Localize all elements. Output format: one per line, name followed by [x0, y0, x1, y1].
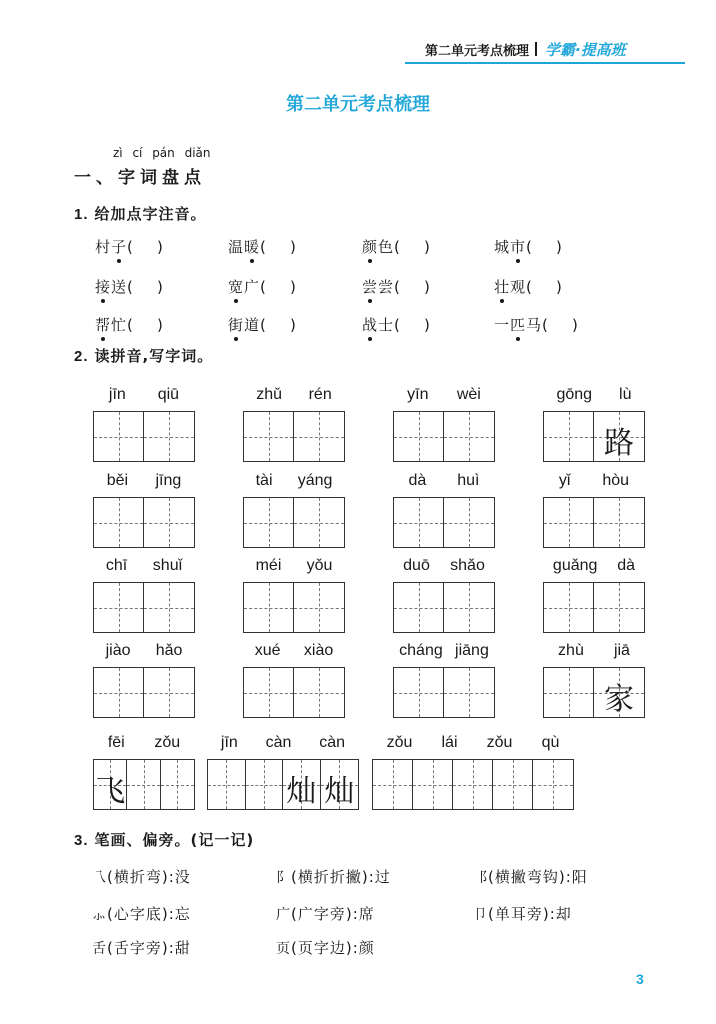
question-number: 2. [74, 348, 89, 365]
grid-cell[interactable] [94, 498, 144, 547]
radical-description: (横折折撇):过 [291, 868, 391, 886]
question-3-title [74, 829, 254, 850]
dotted-char: 接 [95, 278, 112, 296]
pinyin-syllable: tài [255, 472, 273, 489]
pinyin-label [393, 557, 495, 575]
pinyin-syllable: yáng [297, 472, 333, 489]
grid-cell[interactable] [544, 412, 594, 461]
pinyin-syllable: jiā [613, 642, 630, 659]
radical-glyph: 乁 [92, 870, 107, 886]
grid-char: 灿 [324, 774, 355, 809]
item-text: 温 [228, 238, 245, 256]
pinyin-label [243, 642, 345, 660]
pinyin-syllable: càn [319, 734, 346, 751]
radical-glyph: 卩 [473, 907, 488, 923]
writing-grid [243, 667, 345, 718]
answer-blank[interactable]: 忙( ) [111, 316, 164, 334]
grid-cell[interactable] [394, 583, 444, 632]
grid-cell[interactable] [208, 760, 246, 809]
grid-cell[interactable] [594, 583, 644, 632]
pinyin-syllable: yǐ [558, 472, 571, 489]
answer-blank[interactable]: 道( ) [244, 316, 297, 334]
writing-grid [393, 667, 495, 718]
stroke-radical-item [276, 866, 391, 887]
answer-blank[interactable]: 观( ) [510, 278, 563, 296]
pinyin-item [494, 236, 563, 257]
grid-cell[interactable] [244, 498, 294, 547]
radical-description: (横折弯):没 [107, 868, 191, 886]
radical-glyph: ⻏ [473, 870, 488, 886]
grid-cell[interactable] [394, 668, 444, 717]
grid-cell[interactable] [594, 668, 644, 717]
pinyin-label [393, 642, 495, 660]
pinyin-label [243, 557, 345, 575]
question-number: 1. [74, 206, 89, 223]
brand-logo-text: 学霸·提高班 [545, 41, 626, 59]
stroke-radical-item [92, 937, 191, 958]
writing-grid [393, 497, 495, 548]
grid-cell[interactable] [144, 668, 194, 717]
pinyin-item [362, 276, 431, 297]
pinyin-item [95, 276, 164, 297]
grid-cell[interactable] [453, 760, 493, 809]
writing-grid [93, 759, 195, 810]
pinyin-syllable: qù [541, 734, 560, 751]
dotted-char: 帮 [95, 316, 112, 334]
item-text: 一 [494, 316, 511, 334]
pinyin-label [93, 472, 195, 490]
section-pinyin: zì cí pán diǎn [113, 146, 211, 160]
answer-blank[interactable]: 送( ) [111, 278, 164, 296]
pinyin-label [372, 734, 574, 752]
stroke-radical-item [276, 937, 375, 958]
dotted-char: 战 [362, 316, 379, 334]
radical-glyph: ⺗ [92, 907, 107, 923]
pinyin-syllable: jīn [220, 734, 238, 751]
radical-glyph: 广 [276, 907, 291, 923]
grid-cell[interactable] [244, 668, 294, 717]
answer-blank[interactable]: ( ) [260, 238, 297, 256]
writing-grid [393, 582, 495, 633]
pinyin-syllable: jīng [155, 472, 182, 489]
dotted-char: 暖 [244, 238, 261, 256]
grid-cell[interactable] [594, 498, 644, 547]
pinyin-item [362, 314, 431, 335]
pinyin-syllable: zǒu [154, 734, 181, 751]
grid-cell[interactable] [144, 583, 194, 632]
pinyin-syllable: cháng [399, 642, 443, 659]
writing-grid [243, 497, 345, 548]
item-text: 村 [95, 238, 112, 256]
pinyin-label [207, 734, 359, 752]
radical-description: (单耳旁):却 [488, 905, 572, 923]
pinyin-syllable: dà [408, 472, 427, 489]
dotted-char: 尝 [362, 278, 379, 296]
pinyin-label [543, 472, 645, 490]
radical-description: (页字边):颜 [291, 939, 375, 957]
dotted-char: 子 [111, 238, 128, 256]
pinyin-item [494, 276, 563, 297]
answer-blank[interactable]: 尝( ) [378, 278, 431, 296]
pinyin-syllable: jiāng [455, 642, 489, 659]
grid-cell[interactable] [394, 412, 444, 461]
pinyin-syllable: wèi [456, 386, 481, 403]
stroke-radical-item [92, 866, 191, 887]
radical-description: (舌字旁):甜 [107, 939, 191, 957]
grid-cell[interactable] [94, 583, 144, 632]
grid-cell[interactable] [244, 583, 294, 632]
radical-description: (横撇弯钩):阳 [488, 868, 588, 886]
grid-char: 灿 [286, 774, 317, 809]
pinyin-syllable: huì [457, 472, 480, 489]
pinyin-syllable: hǎo [155, 642, 183, 659]
grid-cell[interactable] [244, 412, 294, 461]
grid-cell[interactable] [544, 668, 594, 717]
pinyin-item [362, 236, 431, 257]
grid-char: 飞 [95, 774, 126, 809]
pinyin-label [93, 386, 195, 404]
grid-cell[interactable] [161, 760, 194, 809]
grid-cell[interactable] [94, 412, 144, 461]
answer-blank[interactable]: ( ) [127, 238, 164, 256]
pinyin-syllable: zhǔ [256, 386, 283, 403]
pinyin-syllable: lù [619, 386, 632, 403]
grid-cell[interactable] [544, 583, 594, 632]
grid-cell[interactable] [294, 668, 344, 717]
dotted-char: 街 [228, 316, 245, 334]
dotted-char: 宽 [228, 278, 245, 296]
pinyin-syllable: běi [106, 472, 129, 489]
grid-cell[interactable] [394, 498, 444, 547]
writing-grid [543, 582, 645, 633]
radical-description: (心字底):忘 [107, 905, 191, 923]
grid-cell[interactable] [533, 760, 573, 809]
grid-cell[interactable] [594, 412, 644, 461]
writing-grid [207, 759, 359, 810]
pinyin-syllable: fēi [107, 734, 125, 751]
pinyin-syllable: jīn [108, 386, 126, 403]
pinyin-label [543, 642, 645, 660]
pinyin-label [543, 386, 645, 404]
grid-cell[interactable] [444, 498, 494, 547]
pinyin-label [243, 472, 345, 490]
answer-blank[interactable]: 广( ) [244, 278, 297, 296]
grid-char: 家 [604, 682, 634, 717]
grid-cell[interactable] [294, 583, 344, 632]
pinyin-syllable: yīn [407, 386, 429, 403]
grid-cell[interactable] [373, 760, 413, 809]
dotted-char: 壮 [494, 278, 511, 296]
grid-cell[interactable] [246, 760, 284, 809]
pinyin-syllable: qiū [157, 386, 180, 403]
pinyin-syllable: shǎo [450, 557, 485, 574]
answer-blank[interactable]: 色( ) [378, 238, 431, 256]
pinyin-item [95, 314, 164, 335]
grid-cell[interactable] [321, 760, 358, 809]
pinyin-syllable: duō [403, 557, 430, 574]
pinyin-syllable: zǒu [486, 734, 513, 751]
dotted-char: 匹 [510, 316, 527, 334]
page-title: 第二单元考点梳理 [286, 94, 430, 115]
pinyin-syllable: dà [617, 557, 636, 574]
answer-blank[interactable]: 马( ) [526, 316, 579, 334]
pinyin-syllable: guǎng [552, 557, 598, 574]
writing-grid [93, 667, 195, 718]
radical-glyph: 舌 [92, 941, 107, 957]
pinyin-syllable: jiào [105, 642, 131, 659]
grid-cell[interactable] [444, 412, 494, 461]
pinyin-syllable: rén [308, 386, 332, 403]
header-divider [535, 42, 537, 56]
grid-cell[interactable] [283, 760, 321, 809]
pinyin-item [228, 314, 297, 335]
question-1-title [74, 203, 207, 224]
writing-grid [393, 411, 495, 462]
pinyin-syllable: càn [265, 734, 292, 751]
pinyin-syllable: zhù [558, 642, 584, 659]
pinyin-syllable: yǒu [306, 557, 333, 574]
pinyin-label [93, 557, 195, 575]
grid-cell[interactable] [444, 668, 494, 717]
question-text: 笔画、偏旁。(记一记) [94, 831, 255, 849]
grid-char: 路 [604, 426, 634, 461]
pinyin-label [393, 386, 495, 404]
grid-cell[interactable] [127, 760, 160, 809]
pinyin-syllable: shuǐ [152, 557, 183, 574]
stroke-radical-item [276, 903, 375, 924]
question-text: 给加点字注音。 [94, 205, 207, 223]
question-text: 读拼音,写字词。 [94, 347, 214, 365]
stroke-radical-item [473, 903, 572, 924]
section-heading: 一、字词盘点 [74, 168, 206, 188]
running-header-title: 第二单元考点梳理 [425, 44, 530, 59]
writing-grid [372, 759, 574, 810]
grid-cell[interactable] [444, 583, 494, 632]
pinyin-syllable: zǒu [386, 734, 413, 751]
stroke-radical-item [473, 866, 588, 887]
pinyin-syllable: gōng [556, 386, 593, 403]
stroke-radical-item [92, 903, 191, 924]
question-2-title [74, 345, 213, 366]
grid-cell[interactable] [544, 498, 594, 547]
writing-grid [243, 411, 345, 462]
pinyin-label [93, 734, 195, 752]
grid-cell[interactable] [294, 412, 344, 461]
writing-grid [543, 497, 645, 548]
answer-blank[interactable]: 士( ) [378, 316, 431, 334]
dotted-char: 市 [510, 238, 527, 256]
pinyin-label [93, 642, 195, 660]
radical-glyph: ⻖ [276, 870, 291, 886]
writing-grid [93, 497, 195, 548]
page-number: 3 [636, 971, 644, 987]
item-text: 城 [494, 238, 511, 256]
pinyin-item [95, 236, 164, 257]
pinyin-syllable: lái [441, 734, 458, 751]
grid-cell[interactable] [493, 760, 533, 809]
grid-cell[interactable] [94, 760, 127, 809]
grid-cell[interactable] [94, 668, 144, 717]
grid-cell[interactable] [144, 498, 194, 547]
radical-description: (广字旁):席 [291, 905, 375, 923]
answer-blank[interactable]: ( ) [526, 238, 563, 256]
pinyin-label [543, 557, 645, 575]
pinyin-item [228, 276, 297, 297]
pinyin-syllable: xué [254, 642, 281, 659]
pinyin-item [228, 236, 297, 257]
writing-grid [543, 667, 645, 718]
radical-glyph: 页 [276, 941, 291, 957]
pinyin-label [393, 472, 495, 490]
pinyin-item [494, 314, 579, 335]
writing-grid [93, 411, 195, 462]
pinyin-label [243, 386, 345, 404]
dotted-char: 颜 [362, 238, 379, 256]
writing-grid [93, 582, 195, 633]
writing-grid [243, 582, 345, 633]
header-rule [405, 62, 685, 64]
question-number: 3. [74, 832, 89, 849]
pinyin-syllable: méi [255, 557, 282, 574]
pinyin-syllable: hòu [602, 472, 630, 489]
grid-cell[interactable] [294, 498, 344, 547]
pinyin-syllable: chī [105, 557, 128, 574]
pinyin-syllable: xiào [303, 642, 334, 659]
grid-cell[interactable] [144, 412, 194, 461]
writing-grid [543, 411, 645, 462]
grid-cell[interactable] [413, 760, 453, 809]
